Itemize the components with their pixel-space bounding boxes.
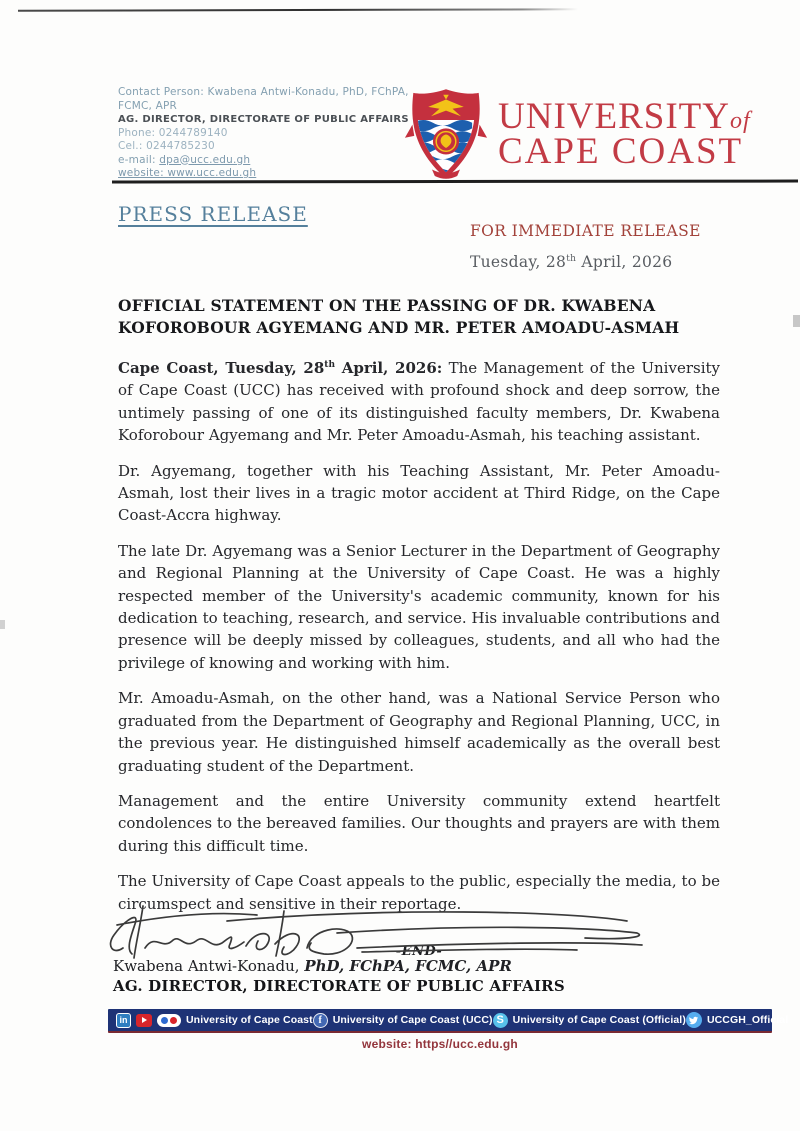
- email-link[interactable]: dpa@ucc.edu.gh: [159, 153, 251, 166]
- facebook-icon[interactable]: f: [313, 1013, 328, 1028]
- scan-artifact-top-line: [18, 8, 578, 11]
- date-prefix: Tuesday, 28: [470, 253, 567, 271]
- social-group-skype[interactable]: [493, 1013, 686, 1028]
- flickr-icon[interactable]: [157, 1014, 181, 1027]
- signatory-name: Kwabena Antwi-Konadu,: [113, 957, 305, 975]
- paragraph-6: The University of Cape Coast appeals to the public, especially the media, to be circumspect and sensitive in their reportage.: [118, 872, 720, 913]
- paragraph-5: Management and the entire University community extend heartfelt condolences to the bereaved families. Our thoughts and prayers are with them during this difficult time.: [118, 791, 720, 855]
- dateline-a: Cape Coast, Tuesday, 28: [118, 359, 325, 377]
- skype-icon[interactable]: S: [493, 1013, 508, 1028]
- social-media-bar: [108, 1009, 789, 1033]
- email-label: e-mail:: [118, 153, 160, 166]
- footer-website[interactable]: website: https//ucc.edu.gh: [362, 1037, 518, 1051]
- contact-person-line: Contact Person: Kwabena Antwi-Konadu, PhD, FChPA, FCMC, APR: [118, 86, 409, 112]
- dateline-ordinal: th: [324, 360, 335, 370]
- linkedin-icon[interactable]: in: [116, 1013, 131, 1028]
- statement-title: OFFICIAL STATEMENT ON THE PASSING OF DR. KWABENA KOFOROBOUR AGYEMANG AND MR. PETER AMOADU-ASMAH: [118, 296, 680, 337]
- contact-email-line: [118, 154, 418, 168]
- signature-icon: [105, 903, 650, 961]
- dateline-lead: [118, 359, 442, 377]
- wordmark-line2: CAPE COAST: [498, 131, 744, 172]
- social-group-facebook[interactable]: [313, 1013, 493, 1028]
- university-logo: [404, 86, 794, 182]
- for-immediate-release: FOR IMMEDIATE RELEASE: [470, 222, 701, 240]
- university-wordmark: [498, 95, 751, 172]
- social-label: University of Cape Coast: [186, 1014, 313, 1026]
- statement-body: [118, 357, 720, 963]
- signature-block: [105, 903, 725, 995]
- social-label: University of Cape Coast (UCC): [332, 1014, 493, 1026]
- youtube-icon[interactable]: [136, 1014, 152, 1027]
- social-group-ucc[interactable]: [116, 1013, 313, 1028]
- paragraph-4: Mr. Amoadu-Asmah, on the other hand, was a National Service Person who graduated from the Department of Geography and Regional Planning, UCC, in the previous year. He distinguished himself academically as the overall best graduating student of the Department.: [118, 689, 720, 775]
- scan-artifact-left: [0, 620, 5, 629]
- date-ordinal: th: [566, 253, 577, 264]
- twitter-icon[interactable]: [686, 1012, 702, 1028]
- paragraph-1-text: The Management of the University of Cape Coast (UCC) has received with profound shock and deep sorrow, the untimely passing of one of its distinguished faculty members, Dr. Kwabena Koforobour Agyemang and Mr. Peter Amoadu-Asmah, his teaching assistant.: [118, 359, 720, 445]
- end-marker: -END-: [395, 943, 443, 959]
- wordmark-of: of: [729, 107, 751, 134]
- date-suffix: April, 2026: [576, 253, 673, 271]
- wordmark-university: UNIVERSITY: [498, 95, 730, 137]
- press-release-heading: PRESS RELEASE: [118, 202, 308, 226]
- contact-phone: Phone: 0244789140: [118, 126, 228, 139]
- contact-block: [118, 86, 418, 181]
- release-date: [470, 253, 672, 271]
- signatory-title: AG. DIRECTOR, DIRECTORATE OF PUBLIC AFFAIRS: [113, 977, 565, 995]
- wordmark-line1: [498, 95, 751, 137]
- paragraph-3: The late Dr. Agyemang was a Senior Lecturer in the Department of Geography and Regional Planning at the University of Cape Coast. He was a highly respected member of the University's academic community, known for his dedication to teaching, research, and service. His invaluable contributions and presence will be deeply missed by colleagues, students, and all who had the privilege of knowing and working with him.: [118, 541, 720, 672]
- social-group-twitter[interactable]: [686, 1012, 788, 1028]
- signatory-credentials: PhD, FChPA, FCMC, APR: [304, 957, 512, 975]
- signatory-name-line: [113, 957, 725, 975]
- contact-director-line: AG. DIRECTOR, DIRECTORATE OF PUBLIC AFFAIRS: [118, 114, 409, 125]
- paragraph-2: Dr. Agyemang, together with his Teaching Assistant, Mr. Peter Amoadu-Asmah, lost their lives in a tragic motor accident at Third Ridge, on the Cape Coast-Accra highway.: [118, 461, 720, 525]
- header-divider: [112, 180, 798, 183]
- scan-artifact-right: [793, 315, 800, 327]
- dateline-b: April, 2026:: [335, 359, 443, 377]
- paragraph-1: [118, 357, 720, 447]
- ucc-crest-icon: [404, 87, 488, 181]
- contact-cell: Cel.: 0244785230: [118, 140, 215, 152]
- social-label: University of Cape Coast (Official): [512, 1014, 686, 1026]
- website-link[interactable]: website: www.ucc.edu.gh: [118, 167, 257, 179]
- contact-website-line: [118, 167, 418, 181]
- social-label: UCCGH_Official: [706, 1014, 789, 1026]
